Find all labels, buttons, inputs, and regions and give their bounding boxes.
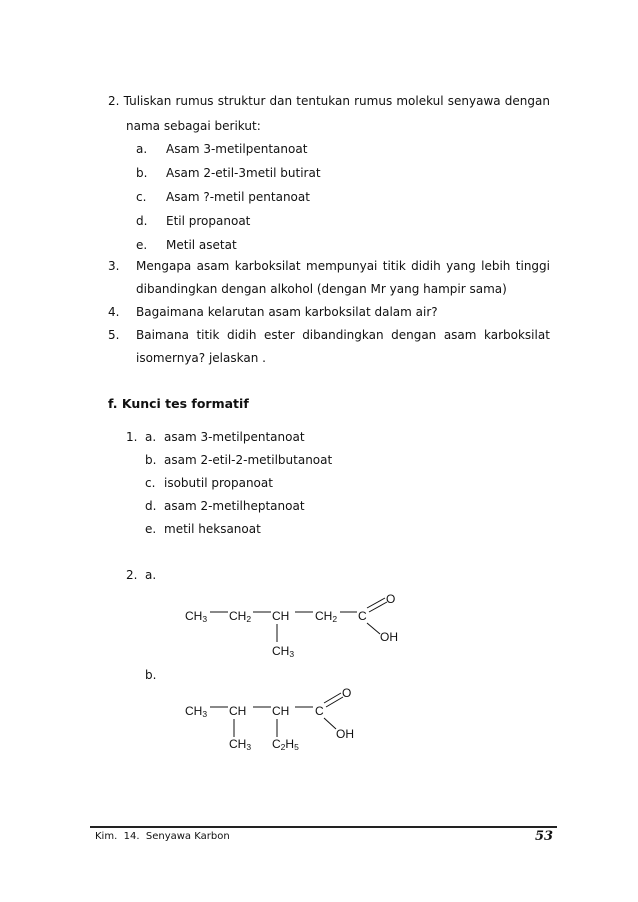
answer-label: b. bbox=[145, 453, 157, 467]
answer-label: e. bbox=[145, 522, 157, 536]
bond-b-oh bbox=[324, 718, 336, 729]
q5-word: ester bbox=[264, 328, 295, 342]
q3-word: yang bbox=[446, 259, 476, 273]
q2-item-text: Asam ?-metil pentanoat bbox=[166, 190, 310, 204]
bond-a-double-2 bbox=[369, 602, 387, 612]
struct-b-methyl-branch: $CH_3$ bbox=[229, 737, 252, 752]
q4-text: Bagaimana kelarutan asam karboksilat dalam air? bbox=[136, 305, 438, 319]
answer-item2b-label: b. bbox=[145, 668, 157, 682]
q3-word: tinggi bbox=[515, 259, 550, 273]
struct-b-ch-second: CH bbox=[272, 704, 290, 718]
q3-word: karboksilat bbox=[234, 259, 301, 273]
answer-text: isobutil propanoat bbox=[164, 476, 273, 490]
q5-word: Baimana bbox=[136, 328, 189, 342]
q2-word: rumus bbox=[175, 94, 214, 108]
q3-word: asam bbox=[196, 259, 230, 273]
q2-line2: nama sebagai berikut: bbox=[126, 119, 261, 133]
struct-a-carbonyl-c: C bbox=[358, 609, 367, 623]
struct-b-ethyl-branch: $C_2H_5$ bbox=[272, 737, 299, 752]
bond-a-oh bbox=[367, 623, 380, 634]
answer-item2a-label: a. bbox=[145, 568, 157, 582]
q2-word: rumus bbox=[354, 94, 393, 108]
struct-b-ch3: $CH_3$ bbox=[185, 704, 208, 719]
struct-b-carbonyl-c: C bbox=[315, 704, 324, 718]
q4-number: 4. bbox=[108, 305, 120, 319]
answer-label: c. bbox=[145, 476, 156, 490]
footer-title: Kim. 14. Senyawa Karbon bbox=[95, 831, 230, 842]
q2-item-label: e. bbox=[136, 238, 148, 252]
q2-word: dengan bbox=[504, 94, 550, 108]
q2-word: dan bbox=[269, 94, 293, 108]
q2-word: senyawa bbox=[447, 94, 501, 108]
q5-word: didih bbox=[226, 328, 257, 342]
footer-rule bbox=[90, 826, 557, 828]
q2-word: Tuliskan bbox=[123, 94, 172, 108]
q2-item-label: a. bbox=[136, 142, 148, 156]
struct-a-hydroxyl: OH bbox=[380, 630, 398, 644]
answer-text: asam 2-metilheptanoat bbox=[164, 499, 305, 513]
q3-word: lebih bbox=[481, 259, 511, 273]
struct-b-hydroxyl: OH bbox=[336, 727, 354, 741]
q2-item-label: c. bbox=[136, 190, 147, 204]
q5-word: asam bbox=[443, 328, 477, 342]
q3-line2: dibandingkan dengan alkohol (dengan Mr yang hampir sama) bbox=[136, 282, 507, 296]
q3-word: Mengapa bbox=[136, 259, 192, 273]
q5-line2: isomernya? jelaskan . bbox=[136, 351, 266, 365]
q2-item-text: Etil propanoat bbox=[166, 214, 251, 228]
struct-b-oxygen: O bbox=[342, 686, 352, 700]
q5-word: karboksilat bbox=[483, 328, 550, 342]
bond-a-double-1 bbox=[367, 598, 385, 608]
answer-item1-number: 1. bbox=[126, 430, 138, 444]
answer-text: metil heksanoat bbox=[164, 522, 261, 536]
answer-label: a. bbox=[145, 430, 157, 444]
q5-word: dibandingkan bbox=[302, 328, 384, 342]
q2-word: tentukan bbox=[296, 94, 350, 108]
page-number: 53 bbox=[535, 829, 554, 844]
answer-key-heading: f. Kunci tes formatif bbox=[108, 396, 249, 411]
q3-number: 3. bbox=[108, 259, 120, 273]
q2-item-label: d. bbox=[136, 214, 148, 228]
answer-text: asam 2-etil-2-metilbutanoat bbox=[164, 453, 333, 467]
struct-a-oxygen: O bbox=[386, 592, 396, 606]
q2-item-text: Metil asetat bbox=[166, 238, 237, 252]
bond-b-double-2 bbox=[326, 697, 343, 707]
answer-label: d. bbox=[145, 499, 157, 513]
bond-b-double-1 bbox=[324, 693, 341, 703]
q3-word: mempunyai bbox=[306, 259, 378, 273]
q2-item-label: b. bbox=[136, 166, 148, 180]
q5-number: 5. bbox=[108, 328, 120, 342]
answer-text: asam 3-metilpentanoat bbox=[164, 430, 305, 444]
struct-a-methyl-branch: $CH_3$ bbox=[272, 644, 295, 659]
q2-item-text: Asam 2-etil-3metil butirat bbox=[166, 166, 321, 180]
struct-b-ch-first: CH bbox=[229, 704, 247, 718]
q2-number: 2. bbox=[108, 94, 120, 108]
answer-item2-number: 2. bbox=[126, 568, 138, 582]
struct-a-ch2-second: $CH_2$ bbox=[315, 609, 338, 624]
q3-word: titik bbox=[382, 259, 406, 273]
struct-a-ch2-first: $CH_2$ bbox=[229, 609, 252, 624]
q2-item-text: Asam 3-metilpentanoat bbox=[166, 142, 308, 156]
q2-word: molekul bbox=[396, 94, 444, 108]
q5-word: titik bbox=[196, 328, 220, 342]
q2-word: struktur bbox=[217, 94, 266, 108]
struct-a-ch: CH bbox=[272, 609, 290, 623]
q3-word: didih bbox=[411, 259, 441, 273]
struct-a-ch3: $CH_3$ bbox=[185, 609, 208, 624]
q5-word: dengan bbox=[391, 328, 437, 342]
